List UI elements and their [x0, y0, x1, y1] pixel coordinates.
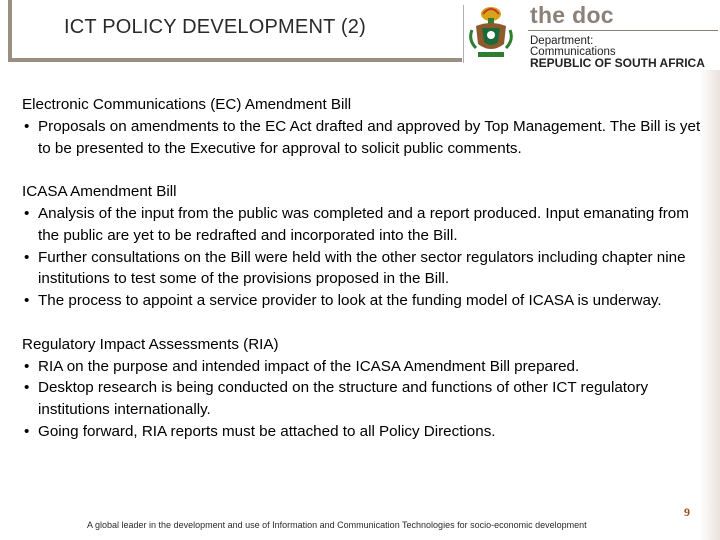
- page-title: ICT POLICY DEVELOPMENT (2): [64, 16, 366, 38]
- bullet-item: • Analysis of the input from the public was completed and a report produced. Input emanating from the public are yet to be redrafted and incorporated into the Bill.: [22, 203, 702, 247]
- bullet-item: • Further consultations on the Bill were held with the other sector regulators including chapter nine institutions to test some of the provisions proposed in the Bill.: [22, 247, 702, 291]
- header-frame: [12, 0, 462, 62]
- footer-tagline: A global leader in the development and use of Information and Communication Technologies for socio-economic development: [87, 520, 587, 530]
- section-ec-amendment-bill: [22, 94, 702, 159]
- dept-country: REPUBLIC OF SOUTH AFRICA: [530, 56, 705, 70]
- brand-rule: [528, 30, 718, 31]
- header-divider: [463, 5, 464, 63]
- coat-of-arms-icon: [466, 4, 516, 62]
- slide-body: [22, 94, 702, 443]
- bullet-item: • Desktop research is being conducted on the structure and functions of other ICT regulatory institutions internationally.: [22, 377, 702, 421]
- brand-wordmark: the doc: [530, 2, 614, 28]
- section-heading: ICASA Amendment Bill: [22, 183, 177, 201]
- bullet-item: • RIA on the purpose and intended impact of the ICASA Amendment Bill prepared.: [22, 356, 702, 378]
- section-ria: [22, 334, 702, 443]
- bullet-item: • The process to appoint a service provider to look at the funding model of ICASA is underway.: [22, 290, 702, 312]
- bullet-item: • Proposals on amendments to the EC Act drafted and approved by Top Management. The Bill is yet to be presented to the Executive for approval to solicit public comments.: [22, 116, 702, 160]
- section-heading: Regulatory Impact Assessments (RIA): [22, 335, 279, 353]
- bullet-item: • Going forward, RIA reports must be attached to all Policy Directions.: [22, 421, 702, 443]
- right-edge-shade: [700, 70, 720, 540]
- dept-name: Communications: [530, 46, 616, 58]
- section-heading: Electronic Communications (EC) Amendment Bill: [22, 96, 352, 113]
- page-number: 9: [684, 505, 690, 519]
- section-icasa-amendment-bill: [22, 181, 702, 312]
- dept-label: Department:: [530, 35, 594, 47]
- department-logo: [526, 0, 720, 70]
